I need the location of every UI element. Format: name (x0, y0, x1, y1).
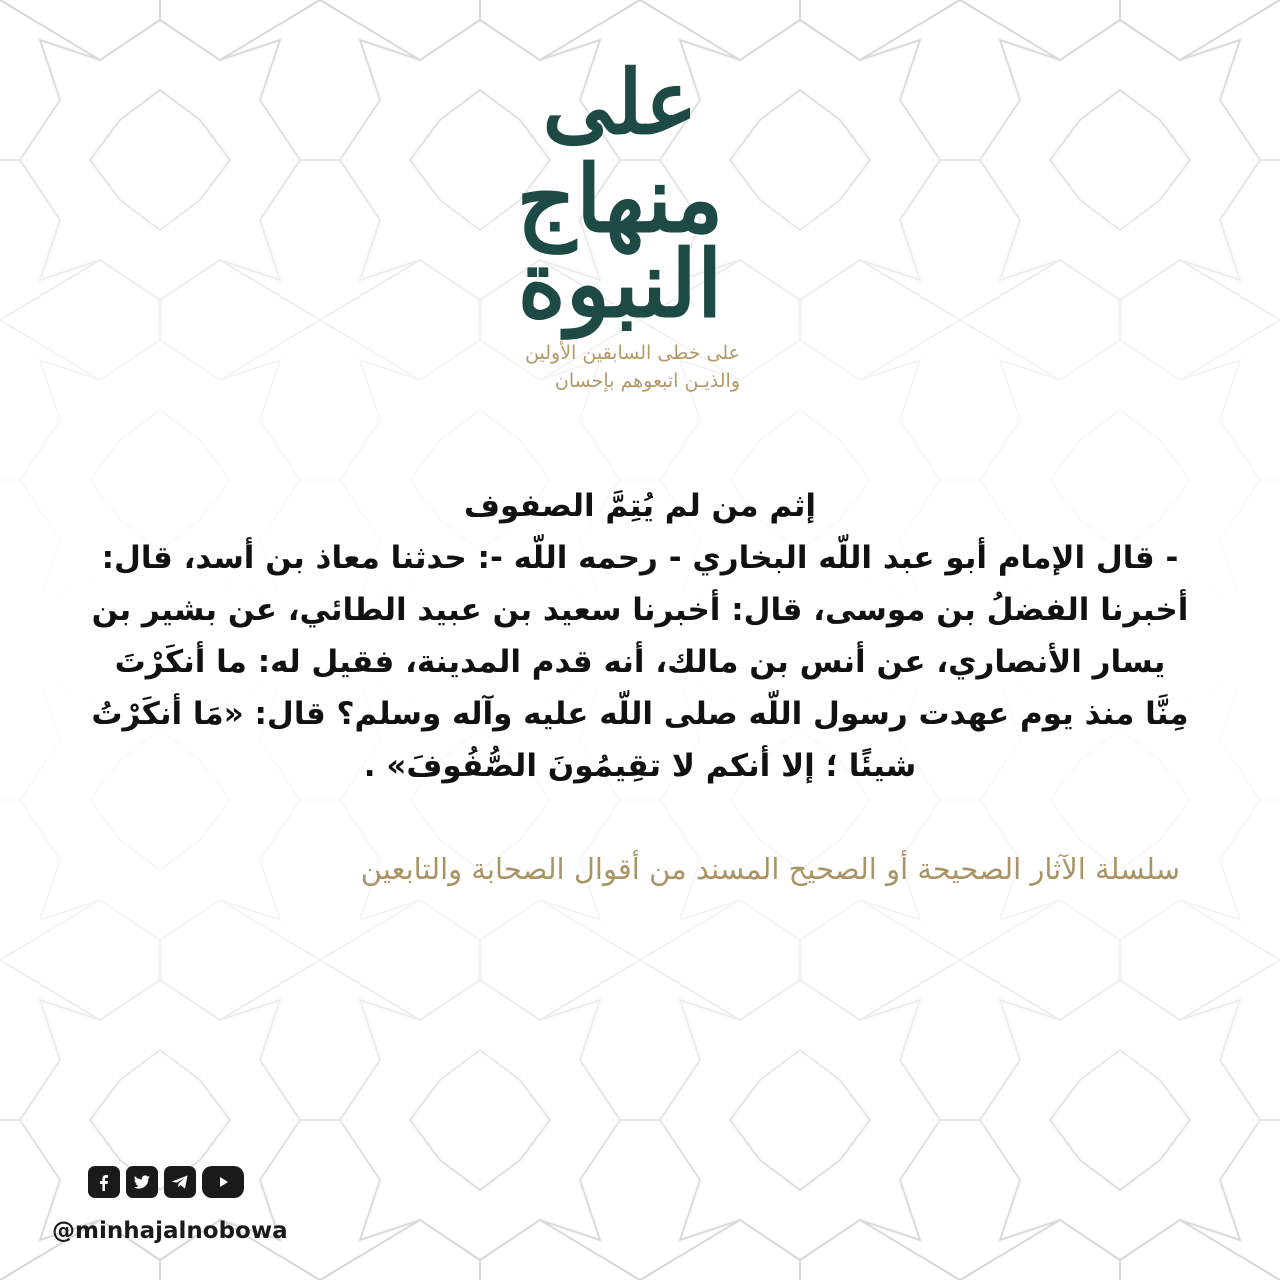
narration-title: إثم من لم يُتِمَّ الصفوف (464, 488, 816, 524)
youtube-icon[interactable] (202, 1166, 244, 1198)
logo-tagline-2: والذيـن اتبعوهم بإحسان (554, 370, 740, 392)
logo (480, 30, 760, 350)
series-title: سلسلة الآثار الصحيحة أو الصحيح المسند من أقوال الصحابة والتابعين (360, 852, 1180, 886)
telegram-icon[interactable] (164, 1166, 196, 1198)
social-handle[interactable]: @minhajalnobowa (52, 1218, 288, 1244)
twitter-icon[interactable] (126, 1166, 158, 1198)
logo-tagline-1: على خطى السابقين الأولين (525, 342, 740, 364)
narration-block (90, 480, 1190, 792)
logo-line-3: النبوة (517, 230, 723, 338)
narration-body: - قال الإمام أبو عبد اللّه البخاري - رحمه اللّه -: حدثنا معاذ بن أسد، قال: أخبرنا الفضلُ بن موسى، قال: أخبرنا سعيد بن عبيد الطائي، عن بشير بن يسار الأنصاري، عن أنس بن مالك، أنه قدم المدينة، فقيل له: ما أنكَرْتَ مِنَّا منذ يوم عهدت رسول اللّه صلى اللّه عليه وآله وسلم؟ قال: «مَا أنكَرْتُ شيئًا ؛ إلا أنكم لا تقِيمُونَ الصُّفُوفَ» . (91, 540, 1189, 784)
logo-line-1: على (542, 50, 698, 154)
social-icons (88, 1166, 244, 1198)
facebook-icon[interactable] (88, 1166, 120, 1198)
logo-line-2: منهاج (516, 145, 724, 253)
